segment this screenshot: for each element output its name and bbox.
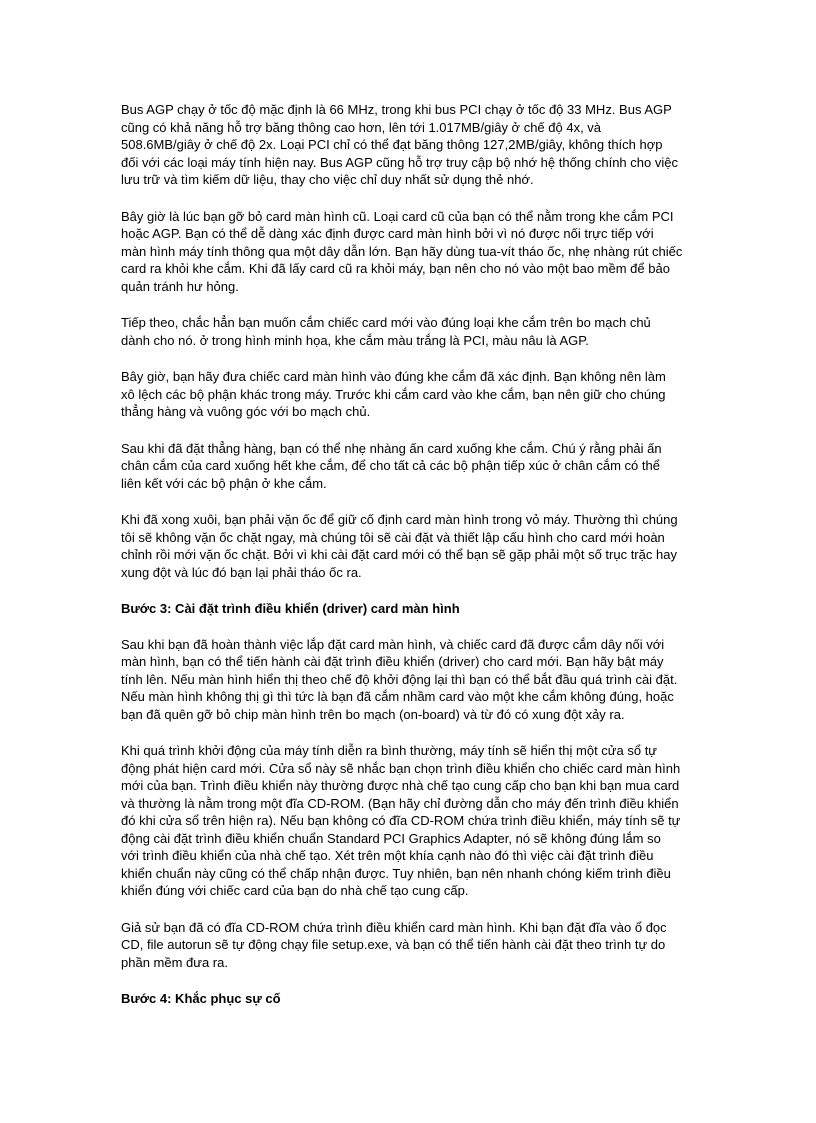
paragraph-line: bạn đã quên gỡ bỏ chip màn hình trên bo mạch (on-board) và từ đó có xung đột xảy ra. (121, 706, 625, 722)
paragraph-line: tính lên. Nếu màn hình hiển thị theo chế độ khởi động lại thì bạn có thể bắt đầu quá trình cài đặt. (121, 671, 678, 687)
paragraph-line: Khi quá trình khởi động của máy tính diễn ra bình thường, máy tính sẽ hiển thị một cửa sổ tự (121, 743, 658, 758)
paragraph-line: động cài đặt trình điều khiển chuẩn Standard PCI Graphics Adapter, nó sẽ không đúng lắm so (121, 830, 661, 846)
heading-step-4: Bước 4: Khắc phục sự cố (121, 991, 281, 1006)
paragraph-line: Tiếp theo, chắc hẳn bạn muốn cắm chiếc card mới vào đúng loại khe cắm trên bo mạch chủ (121, 315, 651, 330)
paragraph-line: quản tránh hư hỏng. (121, 278, 239, 294)
paragraph-line: động phát hiện card mới. Cửa sổ này sẽ nhắc bạn chọn trình điều khiển cho chiếc card màn hình (121, 760, 681, 776)
paragraph-line: Giả sử bạn đã có đĩa CD-ROM chứa trình điều khiển card màn hình. Khi bạn đặt đĩa vào ổ đọc (121, 919, 667, 935)
paragraph-line: Bus AGP chạy ở tốc độ mặc định là 66 MHz, trong khi bus PCI chạy ở tốc độ 33 MHz. Bus AGP (121, 102, 672, 117)
paragraph-line: thẳng hàng và vuông góc với bo mạch chủ. (121, 404, 371, 419)
step-3-section (121, 636, 701, 972)
paragraph-line: Sau khi bạn đã hoàn thành việc lắp đặt card màn hình, và chiếc card đã được cắm dây nối với (121, 636, 665, 652)
paragraph (121, 208, 701, 296)
paragraph-line: Sau khi đã đặt thẳng hàng, bạn có thể nhẹ nhàng ấn card xuống khe cắm. Chú ý rằng phải ấn (121, 440, 662, 456)
paragraph-line: 508.6MB/giây ở chế độ 2x. Loại PCI chỉ có thể đạt băng thông 127,2MB/giây, không thích hợp (121, 137, 663, 152)
paragraph-line: chỉnh rồi mới vặn ốc chặt. Bởi vì khi cài đặt card mới có thể bạn sẽ gặp phải một số trục trặc hay (121, 547, 677, 562)
paragraph-line: màn hình máy tính thông qua một dây dẫn lớn. Bạn hãy dùng tua-vít tháo ốc, nhẹ nhàng rút chiếc (121, 243, 683, 259)
paragraph-line: với trình điều khiển của nhà chế tạo. Xét trên một khía cạnh nào đó thì việc cài đặt trình điều (121, 848, 654, 863)
paragraph (121, 919, 701, 972)
paragraph-line: khiển chuẩn này cũng có thể chấp nhận được. Tuy nhiên, bạn nên nhanh chóng kiếm trình điều (121, 865, 671, 881)
paragraph-line: xô lệch các bộ phận khác trong máy. Trước khi cắm card vào khe cắm, bạn nên giữ cho chúng (121, 386, 666, 402)
paragraph-line: Nếu màn hình không thị gì thì tức là bạn đã cắm nhầm card vào một khe cắm không đúng, hoặc (121, 689, 674, 704)
paragraph (121, 440, 701, 493)
paragraph (121, 511, 701, 581)
paragraph-line: mới của bạn. Trình điều khiển này thường được nhà chế tạo cung cấp cho bạn khi bạn mua card (121, 778, 680, 793)
paragraph-line: hoặc AGP. Bạn có thể dễ dàng xác định được card màn hình bởi vì nó được nối trực tiếp với (121, 226, 654, 241)
paragraph (121, 636, 701, 724)
paragraph-line: Bây giờ là lúc bạn gỡ bỏ card màn hình cũ. Loại card cũ của bạn có thể nằm trong khe cắm PCI (121, 208, 674, 224)
paragraph-line: lưu trữ và tìm kiếm dữ liệu, thay cho việc chỉ duy nhất sử dụng thẻ nhớ. (121, 172, 534, 187)
paragraph-line: Bây giờ, bạn hãy đưa chiếc card màn hình vào đúng khe cắm đã xác định. Bạn không nên làm (121, 369, 666, 384)
paragraph-line: khiển đúng với chiếc card của bạn do nhà chế tạo cung cấp. (121, 883, 469, 898)
heading-step-3: Bước 3: Cài đặt trình điều khiển (driver) card màn hình (121, 601, 460, 616)
paragraph-line: cũng có khả năng hỗ trợ băng thông cao hơn, lên tới 1.017MB/giây ở chế độ 4x, và (121, 119, 602, 135)
paragraph (121, 101, 701, 189)
paragraph-line: màn hình, bạn có thể tiến hành cài đặt trình điều khiển (driver) cho card mới. Bạn hãy bật máy (121, 654, 664, 669)
document-page (121, 101, 701, 1026)
paragraph-line: xung đột và lúc đó bạn lại phải tháo ốc ra. (121, 564, 362, 580)
paragraph-line: chân cắm của card xuống hết khe cắm, để cho tất cả các bộ phận tiếp xúc ở chân cắm có thể (121, 458, 660, 473)
paragraph-line: liên kết với các bộ phận ở khe cắm. (121, 475, 327, 491)
paragraph-line: card ra khỏi khe cắm. Khi đã lấy card cũ ra khỏi máy, bạn nên cho nó vào một bao mềm để bảo (121, 261, 670, 276)
paragraph-line: đối với các loại máy tính hiện nay. Bus AGP cũng hỗ trợ truy cập bộ nhớ hệ thống chính cho việc (121, 154, 678, 170)
intro-section (121, 101, 701, 581)
paragraph-line: và thường là nằm trong một đĩa CD-ROM. (Bạn hãy chỉ đường dẫn cho máy đến trình điều khiển (121, 795, 679, 811)
paragraph (121, 368, 701, 421)
paragraph (121, 742, 701, 900)
paragraph-line: tôi sẽ không vặn ốc chặt ngay, mà chúng tôi sẽ cài đặt và thiết lập cấu hình cho card mới hoàn (121, 529, 665, 545)
paragraph-line: dành cho nó. ở trong hình minh họa, khe cắm màu trắng là PCI, màu nâu là AGP. (121, 332, 589, 348)
paragraph-line: Khi đã xong xuôi, bạn phải vặn ốc để giữ cố định card màn hình trong vỏ máy. Thường thì chúng (121, 512, 678, 527)
paragraph-line: đó khi cửa sổ trên hiện ra). Nếu bạn không có đĩa CD-ROM chứa trình điều khiển, máy tính sẽ tự (121, 813, 681, 828)
paragraph (121, 314, 701, 349)
paragraph-line: phần mềm đưa ra. (121, 954, 228, 970)
paragraph-line: CD, file autorun sẽ tự động chạy file setup.exe, và bạn có thể tiến hành cài đặt theo trình tự do (121, 937, 666, 952)
